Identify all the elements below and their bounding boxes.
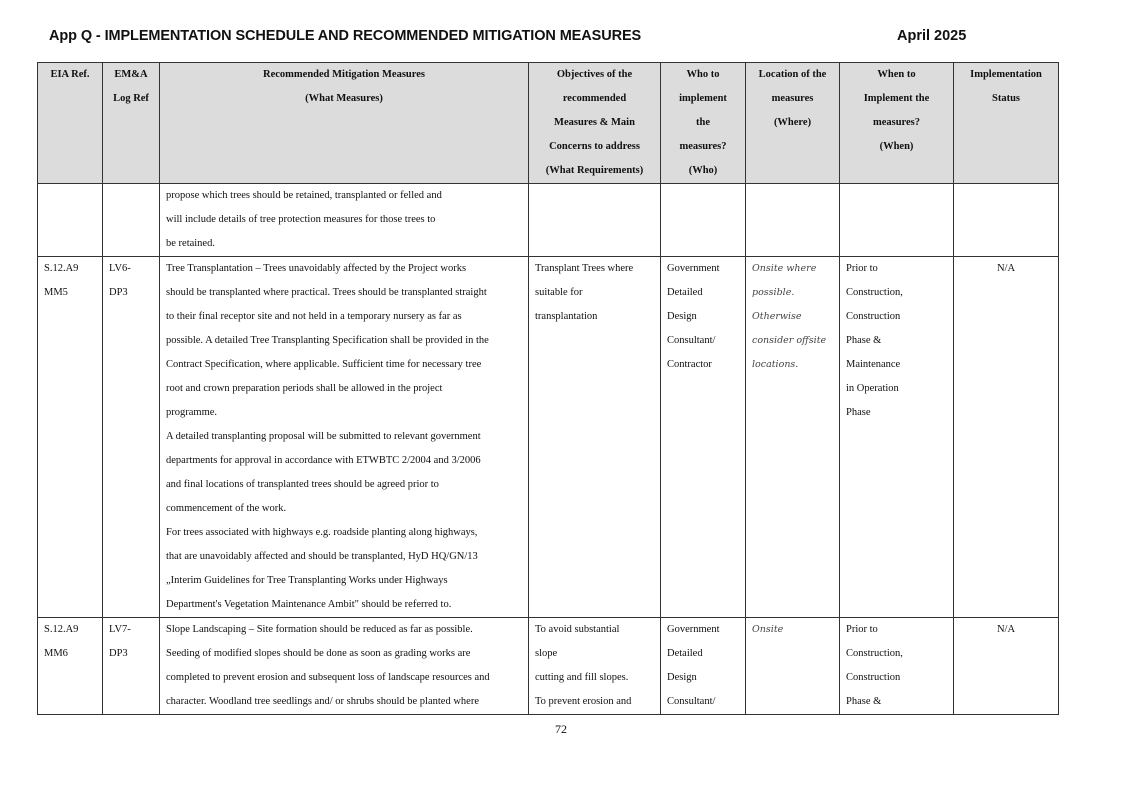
who-cell: [661, 257, 746, 618]
header-text-line: Status: [991, 93, 1020, 104]
header-text-line: measures: [771, 93, 814, 104]
header-text-line: Recommended Mitigation Measures: [263, 69, 425, 80]
cell-text-line: DP3: [109, 648, 128, 659]
header-text-line: the: [696, 117, 710, 128]
status-cell: N/A: [954, 618, 1059, 715]
log-ref-cell: [103, 618, 160, 715]
cell-text-line: possible.: [752, 287, 795, 298]
cell-text-line: departments for approval in accordance with ETWBTC 2/2004 and 3/2006: [166, 455, 481, 466]
header-text-line: (What Requirements): [545, 165, 644, 176]
cell-text-line: Contract Specification, where applicable. Sufficient time for necessary tree: [166, 359, 482, 370]
cell-text-line: cutting and fill slopes.: [535, 672, 629, 683]
cell-text-line: Phase: [846, 407, 871, 418]
who-cell: [661, 184, 746, 257]
header-text-line: Location of the: [758, 69, 827, 80]
cell-text-line: possible. A detailed Tree Transplanting Specification shall be provided in the: [166, 335, 489, 346]
cell-text-line: Seeding of modified slopes should be done as soon as grading works are: [166, 648, 471, 659]
cell-text-line: Government: [667, 624, 720, 635]
cell-text-line: LV7-: [109, 624, 131, 635]
header-text-line: (When): [879, 141, 914, 152]
where-cell: [746, 618, 840, 715]
header-col-status: [954, 63, 1059, 184]
header-text-line: Measures & Main: [554, 117, 635, 128]
table-header-row: [38, 63, 1059, 184]
header-text-line: (Where): [773, 117, 812, 128]
cell-text-line: Prior to: [846, 624, 878, 635]
cell-text-line: that are unavoidably affected and should be transplanted, HyD HQ/GN/13: [166, 551, 478, 562]
who-cell: [661, 618, 746, 715]
cell-text-line: Construction,: [846, 648, 903, 659]
status-cell: N/A: [954, 257, 1059, 618]
header-text-line: EIA Ref.: [50, 69, 90, 80]
cell-text-line: A detailed transplanting proposal will be submitted to relevant government: [166, 431, 481, 442]
document-date: April 2025: [897, 28, 967, 44]
cell-text-line: MM6: [44, 648, 68, 659]
cell-text-line: in Operation: [846, 383, 899, 394]
status-cell: [954, 184, 1059, 257]
header-text-line: implement: [679, 93, 727, 104]
page-number: 72: [555, 722, 567, 736]
where-cell: [746, 257, 840, 618]
cell-text-line: Maintenance: [846, 359, 901, 370]
when-cell: [840, 618, 954, 715]
cell-text-line: suitable for: [535, 287, 583, 298]
measures-cell: [160, 184, 529, 257]
cell-text-line: Onsite: [752, 624, 784, 635]
cell-text-line: Construction: [846, 672, 901, 683]
cell-text-line: be retained.: [166, 238, 215, 249]
header-text-line: (Who): [688, 165, 718, 176]
cell-text-line: will include details of tree protection measures for those trees to: [166, 214, 436, 225]
cell-text-line: programme.: [166, 407, 218, 418]
cell-text-line: and final locations of transplanted trees should be agreed prior to: [166, 479, 439, 490]
table-row: [38, 618, 1059, 715]
measures-cell: [160, 257, 529, 618]
cell-text-line: completed to prevent erosion and subsequent loss of landscape resources and: [166, 672, 490, 683]
log-ref-cell: [103, 257, 160, 618]
header-text-line: Concerns to address: [549, 141, 640, 152]
objectives-cell: [529, 257, 661, 618]
cell-text-line: Design: [667, 311, 697, 322]
cell-text-line: consider offsite: [752, 335, 827, 346]
header-col-measures: [160, 63, 529, 184]
cell-text-line: Phase &: [846, 696, 882, 707]
header-text-line: When to: [877, 69, 916, 80]
header-col-objectives: [529, 63, 661, 184]
cell-text-line: For trees associated with highways e.g. roadside planting along highways,: [166, 527, 478, 538]
cell-text-line: Contractor: [667, 359, 712, 370]
cell-text-line: S.12.A9: [44, 624, 79, 635]
header-col-when: [840, 63, 954, 184]
cell-text-line: commencement of the work.: [166, 503, 287, 514]
cell-text-line: To prevent erosion and: [535, 696, 632, 707]
header-text-line: Implement the: [863, 93, 930, 104]
cell-text-line: LV6-: [109, 263, 131, 274]
header-col-eia-ref: [38, 63, 103, 184]
objectives-cell: [529, 618, 661, 715]
cell-text-line: character. Woodland tree seedlings and/ or shrubs should be planted where: [166, 696, 479, 707]
cell-text-line: Construction,: [846, 287, 903, 298]
cell-text-line: Consultant/: [667, 335, 716, 346]
header-text-line: Implementation: [970, 69, 1042, 80]
cell-text-line: Otherwise: [752, 311, 802, 322]
cell-text-line: Consultant/: [667, 696, 716, 707]
cell-text-line: Construction: [846, 311, 901, 322]
cell-text-line: S.12.A9: [44, 263, 79, 274]
cell-text-line: MM5: [44, 287, 68, 298]
cell-text-line: Government: [667, 263, 720, 274]
cell-text-line: Detailed: [667, 287, 703, 298]
header-text-line: recommended: [562, 93, 627, 104]
when-cell: [840, 184, 954, 257]
header-text-line: EM&A: [114, 69, 148, 80]
document-title: App Q - IMPLEMENTATION SCHEDULE AND RECOMMENDED MITIGATION MEASURES: [49, 28, 642, 44]
header-col-who: [661, 63, 746, 184]
header-text-line: Who to: [686, 69, 720, 80]
cell-text-line: Tree Transplantation – Trees unavoidably affected by the Project works: [166, 263, 467, 274]
table-row: [38, 257, 1059, 618]
cell-text-line: locations.: [752, 359, 799, 370]
table-row: [38, 184, 1059, 257]
cell-text-line: Transplant Trees where: [535, 263, 634, 274]
log-ref-cell: [103, 184, 160, 257]
measures-cell: [160, 618, 529, 715]
eia-ref-cell: [38, 257, 103, 618]
objectives-cell: [529, 184, 661, 257]
header-col-where: [746, 63, 840, 184]
cell-text-line: Phase &: [846, 335, 882, 346]
cell-text-line: root and crown preparation periods shall be allowed in the project: [166, 383, 443, 394]
eia-ref-cell: [38, 184, 103, 257]
cell-text-line: Department's Vegetation Maintenance Ambit" should be referred to.: [166, 599, 452, 610]
header-text-line: Log Ref: [113, 93, 149, 104]
header-col-log-ref: [103, 63, 160, 184]
cell-text-line: transplantation: [535, 311, 598, 322]
cell-text-line: „Interim Guidelines for Tree Transplanting Works under Highways: [166, 575, 448, 586]
header-text-line: measures?: [872, 117, 921, 128]
header-text-line: measures?: [679, 141, 727, 152]
cell-text-line: Detailed: [667, 648, 703, 659]
header-text-line: (What Measures): [305, 93, 383, 104]
cell-text-line: propose which trees should be retained, transplanted or felled and: [166, 190, 442, 201]
where-cell: [746, 184, 840, 257]
header-text-line: Objectives of the: [556, 69, 633, 80]
cell-text-line: should be transplanted where practical. Trees should be transplanted straight: [166, 287, 487, 298]
implementation-schedule-table: [37, 62, 1059, 715]
cell-text-line: To avoid substantial: [535, 624, 620, 635]
when-cell: [840, 257, 954, 618]
cell-text-line: DP3: [109, 287, 128, 298]
cell-text-line: Slope Landscaping – Site formation should be reduced as far as possible.: [166, 624, 473, 635]
cell-text-line: to their final receptor site and not held in a temporary nursery as far as: [166, 311, 462, 322]
cell-text-line: Design: [667, 672, 697, 683]
cell-text-line: slope: [535, 648, 558, 659]
cell-text-line: Onsite where: [752, 263, 817, 274]
eia-ref-cell: [38, 618, 103, 715]
cell-text-line: Prior to: [846, 263, 878, 274]
